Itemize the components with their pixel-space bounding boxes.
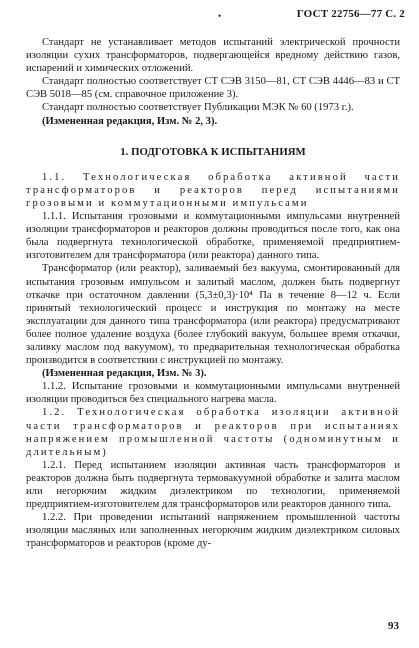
standard-code-header: ГОСТ 22756—77 С. 2 [296,8,405,20]
intro-paragraph-scope: Стандарт не устанавливает методов испытаний электрической прочности изоляции сухих трансформаторов, подвергающейся вредному действию газов, испарений и химических отложений. [26,37,400,75]
clause-1-1-1: 1.1.1. Испытания грозовыми и коммутационными импульсами внутренней изоляции трансформаторов и реакторов должны проводиться после того, как она была подвергнута технологической обработке, применяемой предприятием-изготовителем для трансформатора (или реактора) данного типа. [26,211,400,262]
clause-1-2: 1.2. Технологическая обработка изоляции активной части трансформаторов и реакторов при испытаниях напряжением промышленной частоты (одноминутным и длительным) [26,407,400,458]
intro-paragraph-sev: Стандарт полностью соответствует СТ СЭВ 3150—81, СТ СЭВ 4446—83 и СТ СЭВ 5018—85 (см. справочное приложение 3). [26,76,400,101]
section-heading: 1. ПОДГОТОВКА К ИСПЫТАНИЯМ [120,145,306,158]
intro-paragraph-iec: Стандарт полностью соответствует Публикации МЭК № 60 (1973 г.). [42,102,354,114]
page-number: 93 [388,620,399,632]
document-body [26,36,400,550]
clause-1-1-1-continued: Трансформатор (или реактор), заливаемый без вакуума, смонтированный для испытания грозовым импульсом и залитый маслом, должен быть подвергнут откачке при остаточном давлении (5,3±0,3)·10⁴ Па в течение 8—12 ч. Если принятый технологический процесс и инструкция по монтажу на месте эксплуатации для данного типа трансформатора (или реактора) предусматривают более полное удаление воздуха (более глубокий вакуум, большее время откачки, заливку маслом под вакуумом), то предварительная технологическая обработка производится в соответствии с инструкцией по монтажу. [26,263,400,367]
clause-1-2-1: 1.2.1. Перед испытанием изоляции активная часть трансформаторов и реакторов должна быть подвергнута термовакуумной обработке и залита маслом или негорючим жидким диэлектриком по технологии, применяемой предприятием-изготовителем для трансформаторов или реакторов данного типа. [26,459,400,511]
clause-1-1: 1.1. Технологическая обработка активной части трансформаторов и реакторов перед испытаниями грозовыми и коммутационными импульсами [26,171,400,209]
clause-1-1-2: 1.1.2. Испытание грозовыми и коммутационными импульсами внутренней изоляции проводиться без специального нагрева масла. [26,381,400,406]
header-dot: • [218,11,222,21]
intro-amendment-note: (Измененная редакция, Изм. № 2, 3). [42,115,218,127]
clause-1-2-2: 1.2.2. При проведении испытаний напряжением промышленной частоты изоляции масляных или заполненных негорючим жидким диэлектриком силовых трансформаторов и реакторов (кроме ду- [26,512,400,550]
clause-amendment-note: (Измененная редакция, Изм. № 3). [42,368,207,380]
